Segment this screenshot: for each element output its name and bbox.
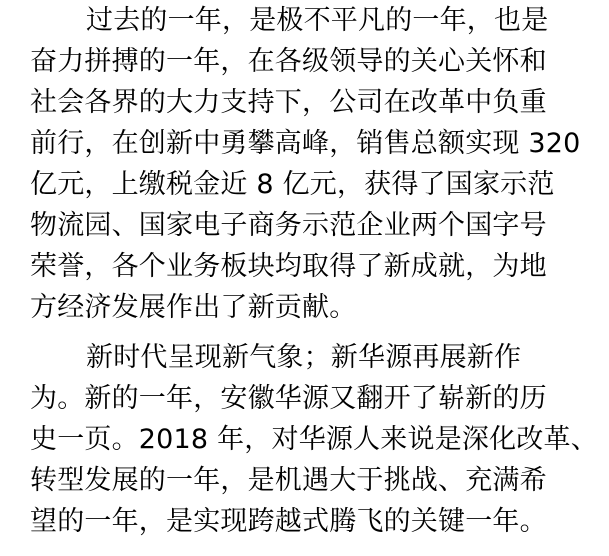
paragraph-2-line-2: 为。新的一年，安徽华源又翻开了崭新的历 [30, 383, 547, 414]
paragraph-2-line-5: 望的一年，是实现跨越式腾飞的关键一年。 [30, 506, 547, 537]
paragraph-1-line-5: 亿元，上缴税金近 8 亿元，获得了国家示范 [30, 169, 555, 200]
paragraph-1-line-1: 过去的一年，是极不平凡的一年，也是 [86, 5, 549, 36]
paragraph-1-line-3: 社会各界的大力支持下，公司在改革中负重 [30, 87, 547, 118]
paragraph-2-line-4: 转型发展的一年，是机遇大于挑战、充满希 [30, 465, 547, 496]
paragraph-1-line-2: 奋力拼搏的一年，在各级领导的关心关怀和 [30, 46, 547, 77]
paragraph-1-line-6: 物流园、国家电子商务示范企业两个国字号 [30, 210, 547, 241]
paragraph-2-line-3: 史一页。2018 年，对华源人来说是深化改革、 [30, 424, 598, 455]
paragraph-1-line-7: 荣誉，各个业务板块均取得了新成就，为地 [30, 251, 547, 282]
paragraph-1-line-4: 前行，在创新中勇攀高峰，销售总额实现 320 [30, 128, 581, 159]
paragraph-2-line-1: 新时代呈现新气象；新华源再展新作 [86, 342, 522, 373]
paragraph-1-line-8: 方经济发展作出了新贡献。 [30, 292, 357, 323]
